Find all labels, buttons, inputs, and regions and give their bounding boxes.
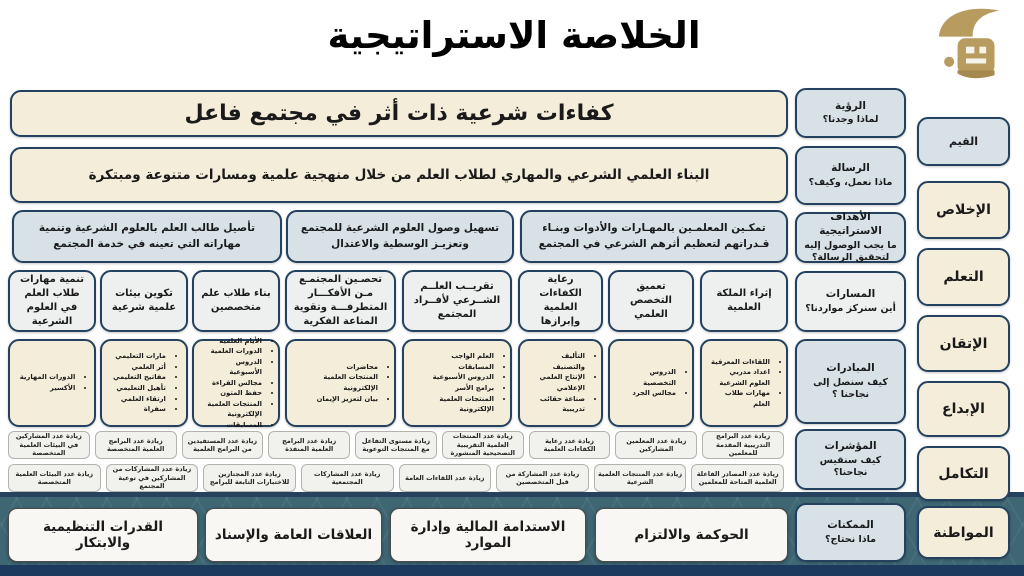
initiatives-box-5	[285, 339, 396, 427]
label-question: ما يجب الوصول إليه لتحقيق الرسالة؟	[804, 239, 897, 263]
initiative-item: • المنتجات العلمية الإلكترونية	[411, 394, 494, 415]
label-question: ماذا نحتاج؟	[824, 533, 877, 545]
indicators-row-label	[795, 429, 906, 490]
initiative-item: • برامج الأسر	[411, 383, 494, 394]
initiative-item: • مجالس الجرد	[617, 388, 676, 399]
mission-row-label	[795, 146, 906, 205]
label-title: الرسالة	[831, 162, 870, 175]
indicator-box: زيادة عدد رعاية الكفاءات العلمية	[529, 431, 611, 459]
pathway-text: تعميق التخصص العلمي	[630, 281, 672, 320]
indicator-box: زيادة عدد اللقاءات العامة	[399, 464, 492, 492]
value-item-ikhlas	[917, 181, 1010, 239]
label-question: لماذا وجدنا؟	[822, 114, 879, 126]
pathway-box-8	[8, 270, 96, 332]
initiative-item: • الدروس التخصصية	[617, 367, 676, 388]
initiative-item: • المسابقات	[201, 420, 262, 431]
initiative-item: • أثر العلمي	[113, 362, 166, 373]
values-header	[917, 117, 1010, 166]
enabler-text: الحوكمة والالتزام	[634, 527, 749, 543]
initiative-item: • الإنتاج العلمي الإعلامي	[527, 372, 585, 393]
initiative-item: • العلم الواجب	[411, 351, 494, 362]
initiative-list	[292, 362, 389, 404]
label-title: الرؤية	[835, 99, 866, 112]
indicator-box: زيادة عدد المنتجات العلمية التقريبية التصحيحية المنشورة	[442, 431, 524, 459]
enablers-row-label	[795, 503, 906, 562]
initiatives-box-6	[192, 336, 280, 429]
value-label: الإتقان	[939, 335, 988, 352]
indicator-box: زيادة عدد البرامج العلمية المنفذة	[268, 431, 350, 459]
value-item-taallum	[917, 248, 1010, 306]
initiative-item: • صناعة حقائب تدريبية	[527, 394, 585, 415]
indicator-box: زيادة عدد المنتجات العلمية الشرعية	[594, 464, 687, 492]
initiative-item: • مارات التعليمي	[113, 351, 166, 362]
initiative-item: • المنتجات العلمية الإلكترونية	[294, 372, 378, 393]
indicator-box: زيادة مستوى التفاعل مع المنتجات التوعوية	[355, 431, 437, 459]
initiatives-box-2	[608, 339, 694, 427]
goal-text: تمكـين المعلمـين بالمهـارات والأدوات وبنـاء قـدراتهم لتعظيم أثرهم الشرعي في المجتمع	[538, 221, 770, 250]
enabler-text: القدرات التنظيمية والابتكار	[42, 519, 163, 551]
label-title: المسارات	[825, 288, 876, 301]
initiative-item: • الدورات المهارية	[20, 372, 76, 383]
strategic-goal-2	[286, 210, 514, 263]
value-label: التعلم	[943, 269, 984, 285]
pathway-text: رعاية الكفاءات العلمية وإبرازها	[539, 274, 582, 327]
enabler-box-governance	[595, 508, 788, 562]
indicators-row-top	[8, 431, 784, 459]
initiative-item: • محاضرات	[294, 362, 378, 373]
initiatives-box-4	[402, 339, 512, 427]
initiative-list	[111, 351, 177, 414]
initiatives-box-7	[100, 339, 188, 427]
pathway-text: تحصـين المجتمـع مـن الأفكـــار المتطرفـــة وتقوية المناعة الفكرية	[293, 274, 388, 327]
pathway-text: بناء طلاب علم متخصصين	[201, 288, 271, 313]
indicator-box: زيادة عدد المجتازين للاختبارات التابعة للبرامج	[203, 464, 296, 492]
label-title: المبادرات	[826, 362, 875, 375]
goals-row-label	[795, 212, 906, 263]
label-question: كيف سنصل إلى نجاحنا ؟	[813, 376, 888, 400]
value-label: الإخلاص	[936, 202, 991, 218]
value-label: المواطنة	[933, 524, 994, 541]
initiative-item: • مجالس القراءة	[201, 378, 262, 389]
initiative-item: • ارتقاء العلمي	[113, 394, 166, 405]
initiative-item: • الدروس الأسبوعية	[411, 372, 494, 383]
enabler-box-organizational-capacity	[8, 508, 198, 562]
pathway-box-6	[192, 270, 280, 332]
pathway-text: تقريــب العلــم الشــرعي لأفــراد المجتمع	[413, 281, 501, 320]
initiative-item: • تأهيل التعليمي	[113, 383, 166, 394]
enabler-text: العلاقات العامة والإسناد	[214, 527, 373, 543]
pathway-box-2	[608, 270, 694, 332]
initiative-list	[409, 351, 505, 414]
label-question: ماذا نعمل، وكيف؟	[808, 176, 893, 188]
indicator-box: زيادة عدد المشاركة من قبل المتخصصين	[496, 464, 589, 492]
strategic-goal-3	[12, 210, 282, 263]
initiative-item: • اعداد مدربي العلوم الشرعية	[709, 367, 770, 388]
label-title: المؤشرات	[824, 440, 877, 453]
initiative-item: • الدروس الأسبوعية	[201, 357, 262, 378]
goal-text: تسهيل وصول العلوم الشرعية للمجتمع وتعزيـز الوسطية والاعتدال	[300, 221, 500, 250]
calligraphy-logo-icon	[928, 3, 1014, 87]
vision-row-label	[795, 88, 906, 138]
initiative-item: • المنتجات العلمية الإلكترونية	[201, 399, 262, 420]
mission-text: البناء العلمي الشرعي والمهاري لطلاب العلم من خلال منهجية علمية ومسارات متنوعة ومبتكرة	[88, 167, 710, 183]
indicator-box: زيادة عدد المعلمين المشاركين	[615, 431, 697, 459]
vision-text: كفاءات شرعية ذات أثر في مجتمع فاعل	[184, 101, 614, 126]
enabler-box-financial-sustainability	[390, 508, 586, 562]
goal-text: تأصيل طالب العلم بالعلوم الشرعية وتنمية مهاراته التي تعينه في خدمة المجتمع	[38, 221, 256, 250]
indicator-box: زيادة عدد المشاركين في البيئات العلمية المتخصصة	[8, 431, 90, 459]
initiative-item: • حفظ المتون	[201, 388, 262, 399]
org-logo-icon	[928, 3, 1014, 87]
value-item-takamul	[917, 446, 1010, 501]
enabler-text: الاستدامة المالية وإدارة الموارد	[410, 519, 566, 551]
pathway-box-1	[700, 270, 788, 332]
indicator-box: زيادة عدد البرامج العلمية المتخصصة	[95, 431, 177, 459]
initiative-item: • الأكسير	[20, 383, 76, 394]
pathway-box-3	[518, 270, 603, 332]
initiative-item: • مفاتيح التعليمي	[113, 372, 166, 383]
initiatives-box-3	[518, 339, 603, 427]
pathway-text: تكوين بيئات علمية شرعية	[111, 288, 177, 313]
indicators-row-bottom	[8, 464, 784, 492]
value-item-itqan	[917, 315, 1010, 372]
vision-statement	[10, 90, 788, 137]
indicator-box: زيادة عدد المصادر الفاعلة العلمية المتاحة للمعلمين	[691, 464, 784, 492]
label-title: الأهداف الاستراتيجية	[819, 211, 882, 238]
value-label: الإبداع	[942, 401, 985, 417]
initiative-list	[707, 357, 781, 410]
initiative-item: • التأليف والتصنيف	[527, 351, 585, 372]
indicator-box: زيادة عدد البرامج التدريبية المقدمة للمعلمين	[702, 431, 784, 459]
initiative-list	[525, 351, 596, 414]
initiative-item: • الدورات العلمية	[201, 346, 262, 357]
values-header-label: القيم	[949, 135, 978, 148]
initiative-list	[615, 367, 687, 399]
pathway-box-4	[402, 270, 512, 332]
pathway-box-7	[100, 270, 188, 332]
indicator-box: زيادة عدد البيئات العلمية المتخصصة	[8, 464, 101, 492]
value-item-ibdaa	[917, 381, 1010, 437]
pathways-row-label	[795, 271, 906, 332]
indicator-box: زيادة عدد المشاركات من المشاركين في توعية المجتمع	[106, 464, 199, 492]
initiative-list	[18, 372, 87, 393]
initiatives-box-1	[700, 339, 788, 427]
label-question: أين سنركز مواردنا؟	[805, 302, 896, 314]
initiatives-row-label	[795, 339, 906, 424]
initiative-item: • سفراة	[113, 404, 166, 415]
indicator-box: زيادة عدد المشاركات المجتمعية	[301, 464, 394, 492]
value-item-muwatana	[917, 506, 1010, 559]
initiative-item: • اللقاءات المعرفية	[709, 357, 770, 368]
pathway-box-5	[285, 270, 396, 332]
indicators-area	[8, 431, 784, 492]
initiative-item: • مهارات طلاب العلم	[709, 388, 770, 409]
pathway-text: إثراء الملكة العلمية	[716, 288, 772, 313]
mission-statement	[10, 147, 788, 203]
initiatives-box-8	[8, 339, 96, 427]
initiative-item: • بيان لتعزيز الإيمان	[294, 394, 378, 405]
label-title: الممكنات	[827, 519, 874, 532]
value-label: التكامل	[938, 465, 989, 482]
initiative-list	[199, 336, 273, 431]
pathway-text: تنمية مهارات طلاب العلم في العلوم الشرعية	[20, 274, 84, 327]
strategic-goal-1	[520, 210, 788, 263]
page-title: الخلاصة الاستراتيجية	[327, 14, 701, 57]
label-question: كيف سنقيس نجاحنا؟	[819, 454, 882, 478]
enabler-box-public-relations	[205, 508, 382, 562]
initiative-item: • الأيام العلمية	[201, 336, 262, 347]
indicator-box: زيادة عدد المستفيدين من البرامج العلمية	[182, 431, 264, 459]
initiative-item: • المسابقات	[411, 362, 494, 373]
